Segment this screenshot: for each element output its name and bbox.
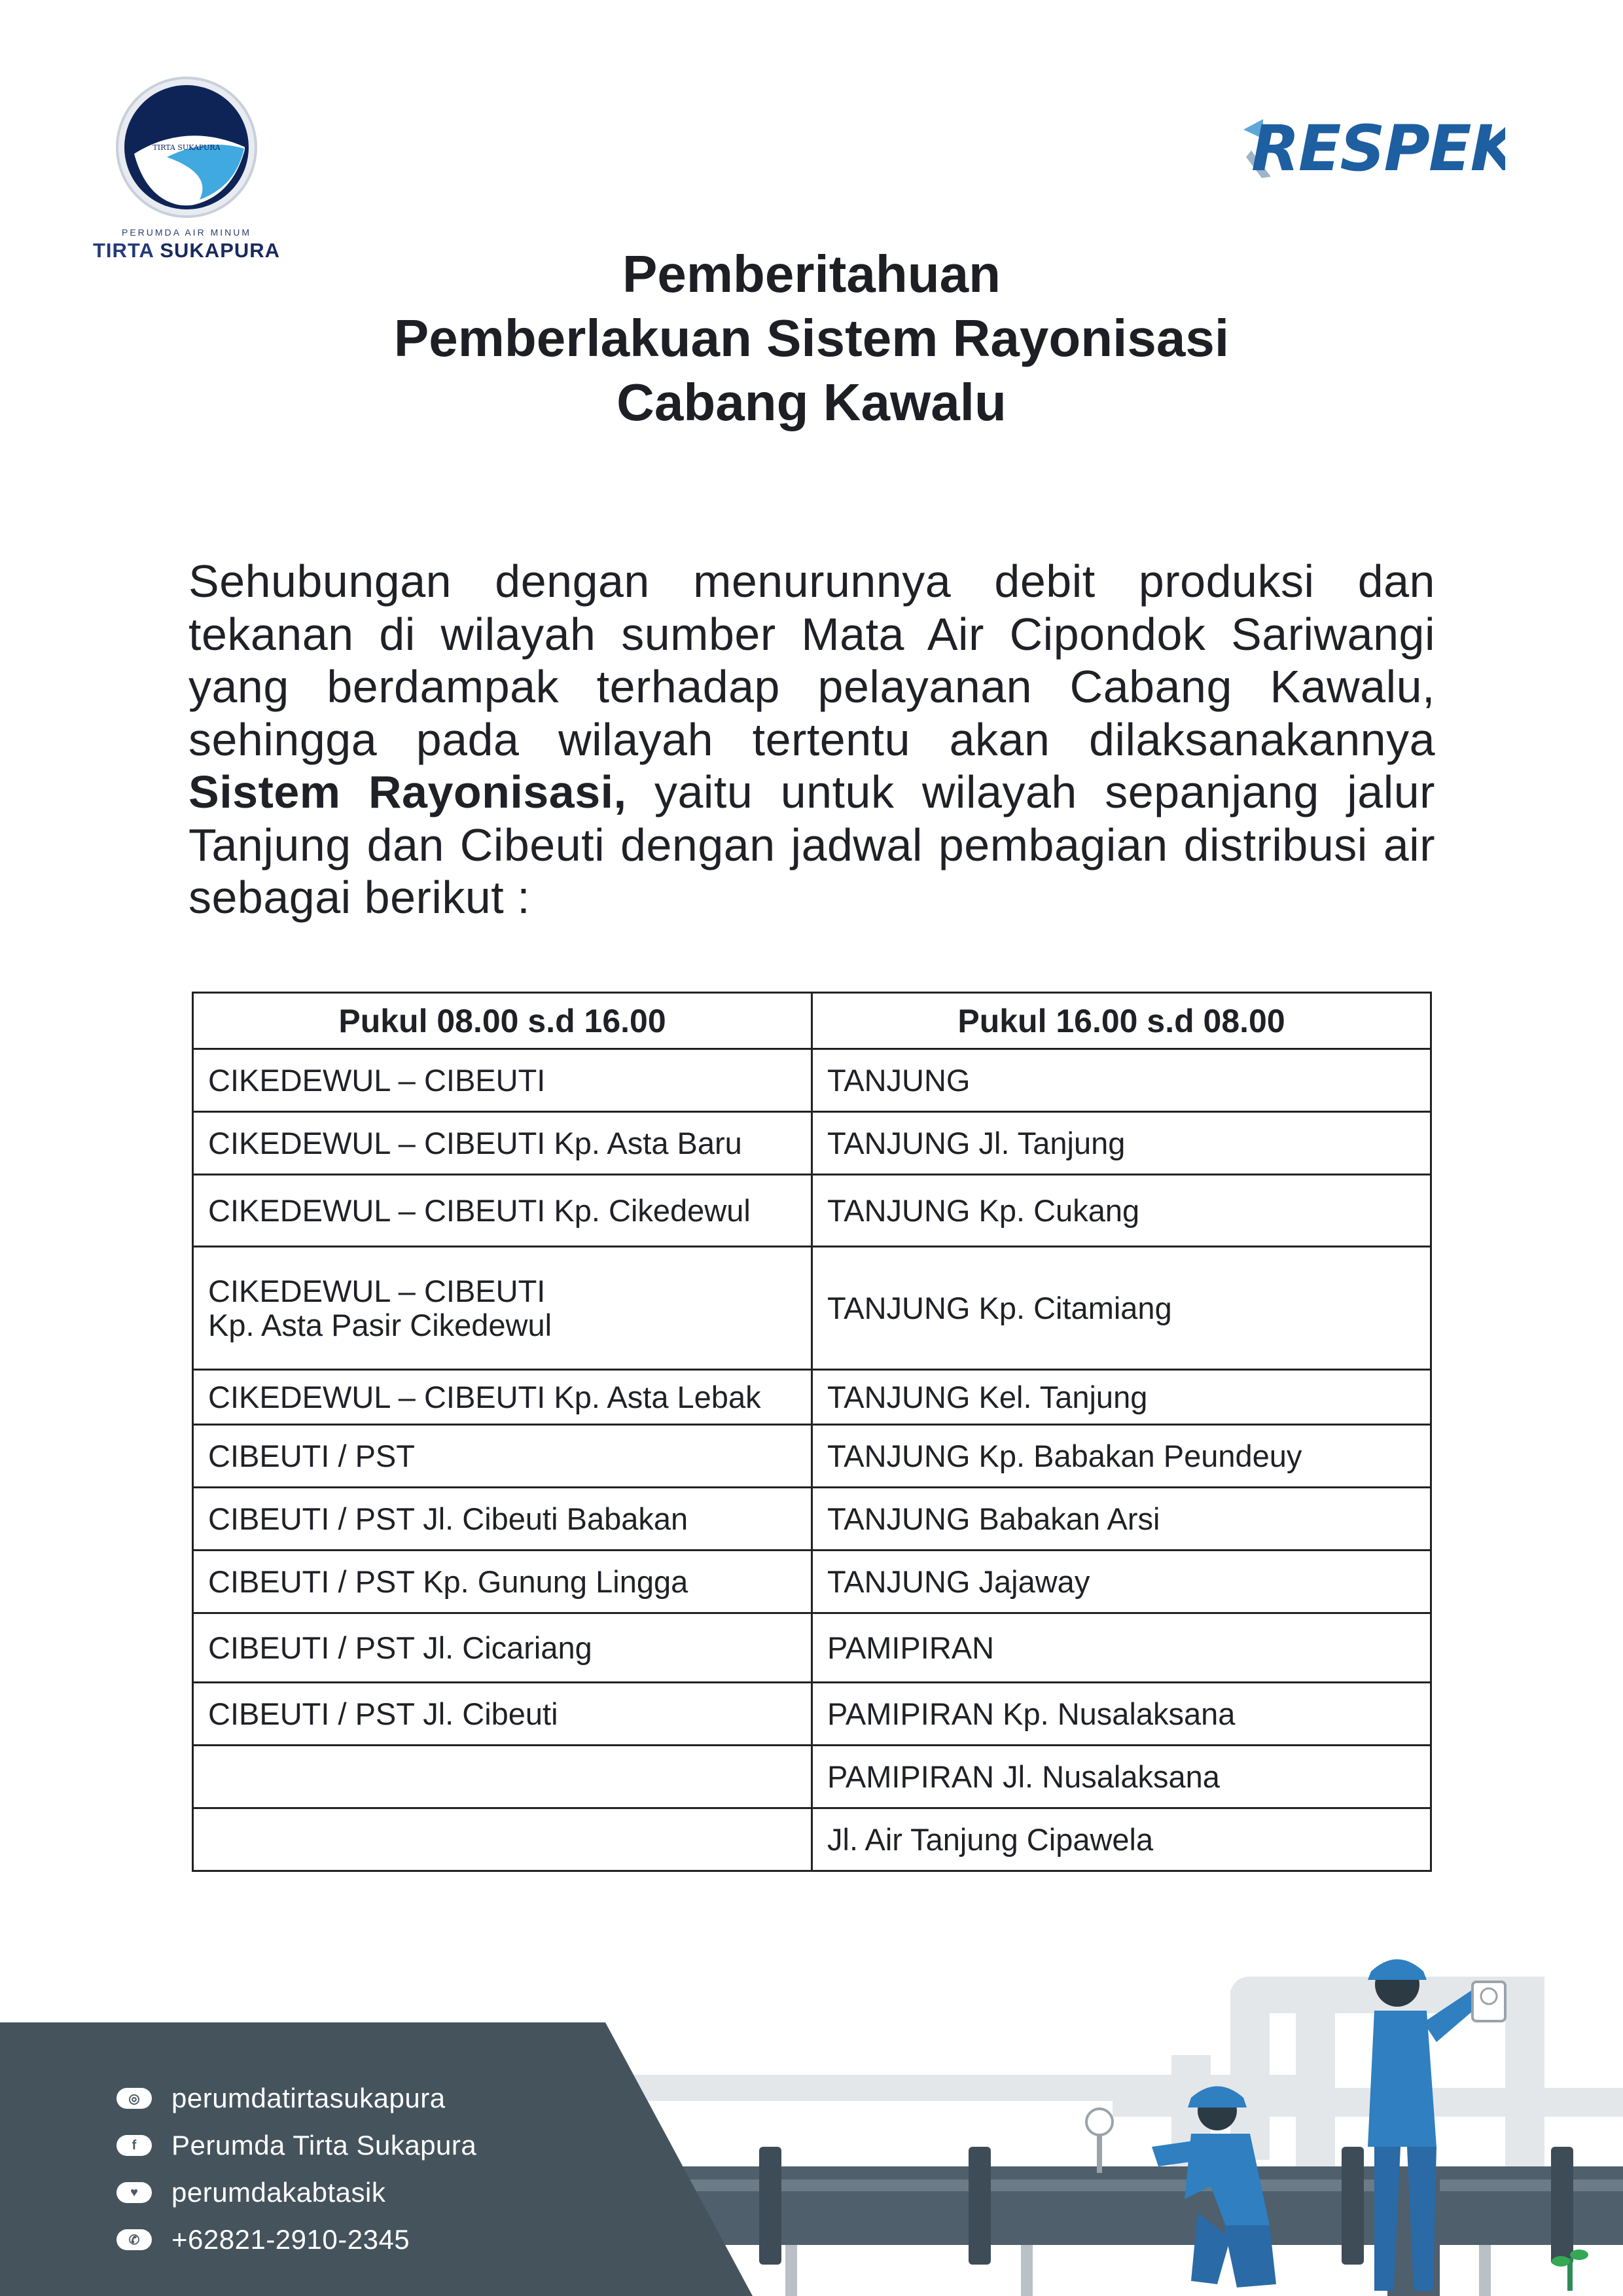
table-cell: PAMIPIRAN [812, 1613, 1431, 1683]
table-row [193, 1370, 1431, 1425]
svg-text:TIRTA SUKAPURA: TIRTA SUKAPURA [152, 143, 221, 152]
table-cell: TANJUNG Jajaway [812, 1551, 1431, 1613]
table-cell: CIKEDEWUL – CIBEUTI Kp. Asta Pasir Cikedewul [193, 1247, 812, 1370]
org-logo-emblem-icon [115, 75, 259, 219]
contact-twitter[interactable]: ♥ perumdakabtasik [116, 2169, 476, 2216]
table-cell: TANJUNG Babakan Arsi [812, 1488, 1431, 1551]
title-line-2: Pemberlakuan Sistem Rayonisasi [393, 309, 1230, 367]
title-line-3: Cabang Kawalu [616, 373, 1007, 431]
table-cell: PAMIPIRAN Kp. Nusalaksana [812, 1683, 1431, 1746]
svg-text:RESPEK: RESPEK [1251, 112, 1505, 185]
table-cell [193, 1808, 812, 1871]
page-title [0, 242, 1623, 435]
table-cell: TANJUNG [812, 1049, 1431, 1112]
table-cell: CIKEDEWUL – CIBEUTI Kp. Asta Lebak [193, 1370, 812, 1425]
table-cell: CIBEUTI / PST Jl. Cicariang [193, 1613, 812, 1683]
schedule-table [192, 992, 1432, 1872]
highlight-text: Sistem Rayonisasi, [188, 766, 627, 817]
table-row [193, 1425, 1431, 1488]
table-cell: CIBEUTI / PST Jl. Cibeuti Babakan [193, 1488, 812, 1551]
table-header-row [193, 993, 1431, 1049]
table-cell: CIBEUTI / PST Jl. Cibeuti [193, 1683, 812, 1746]
contact-whatsapp[interactable]: ✆ +62821-2910-2345 [116, 2216, 476, 2263]
column-header-evening: Pukul 16.00 s.d 08.00 [812, 993, 1431, 1049]
table-cell: TANJUNG Kp. Citamiang [812, 1247, 1431, 1370]
announcement-paragraph: Sehubungan dengan menurunnya debit produksi dan tekanan di wilayah sumber Mata Air Cipondok Sariwangi yang berdampak terhadap pelayanan Cabang Kawalu, sehingga pada wilayah tertentu akan dilaksanakannya Sistem Rayonisasi, yaitu untuk wilayah sepanjang jalur Tanjung dan Cibeuti dengan jadwal pembagian distribusi air sebagai berikut : [188, 556, 1435, 923]
facebook-icon: f [116, 2135, 152, 2156]
brand-logo-icon [1237, 105, 1505, 190]
title-line-1: Pemberitahuan [622, 245, 1001, 303]
brand-logo [1237, 105, 1505, 190]
table-row [193, 1112, 1431, 1175]
org-subtitle: PERUMDA AIR MINUM [121, 227, 251, 238]
table-cell: TANJUNG Jl. Tanjung [812, 1112, 1431, 1175]
table-row [193, 1613, 1431, 1683]
table-row [193, 1175, 1431, 1247]
contact-facebook[interactable]: f Perumda Tirta Sukapura [116, 2122, 476, 2169]
table-cell: TANJUNG Kel. Tanjung [812, 1370, 1431, 1425]
table-cell: TANJUNG Kp. Cukang [812, 1175, 1431, 1247]
table-cell: CIBEUTI / PST Kp. Gunung Lingga [193, 1551, 812, 1613]
contact-instagram[interactable]: ◎ perumdatirtasukapura [116, 2075, 476, 2122]
main-pipe-icon [654, 2147, 1623, 2296]
table-cell: Jl. Air Tanjung Cipawela [812, 1808, 1431, 1871]
table-row [193, 1808, 1431, 1871]
table-cell: TANJUNG Kp. Babakan Peundeuy [812, 1425, 1431, 1488]
table-row [193, 1551, 1431, 1613]
table-cell: PAMIPIRAN Jl. Nusalaksana [812, 1746, 1431, 1808]
table-row [193, 1488, 1431, 1551]
table-cell: CIKEDEWUL – CIBEUTI Kp. Asta Baru [193, 1112, 812, 1175]
table-row [193, 1049, 1431, 1112]
table-row [193, 1683, 1431, 1746]
table-row [193, 1746, 1431, 1808]
instagram-icon: ◎ [116, 2088, 152, 2109]
whatsapp-icon: ✆ [116, 2229, 152, 2250]
column-header-morning: Pukul 08.00 s.d 16.00 [193, 993, 812, 1049]
table-cell: CIKEDEWUL – CIBEUTI [193, 1049, 812, 1112]
org-name: TIRTA SUKAPURA [92, 239, 281, 262]
table-row [193, 1247, 1431, 1370]
org-logo [92, 75, 281, 265]
table-cell: CIBEUTI / PST [193, 1425, 812, 1488]
table-cell [193, 1746, 812, 1808]
table-cell: CIKEDEWUL – CIBEUTI Kp. Cikedewul [193, 1175, 812, 1247]
contact-list [116, 2075, 476, 2263]
twitter-icon: ♥ [116, 2182, 152, 2203]
